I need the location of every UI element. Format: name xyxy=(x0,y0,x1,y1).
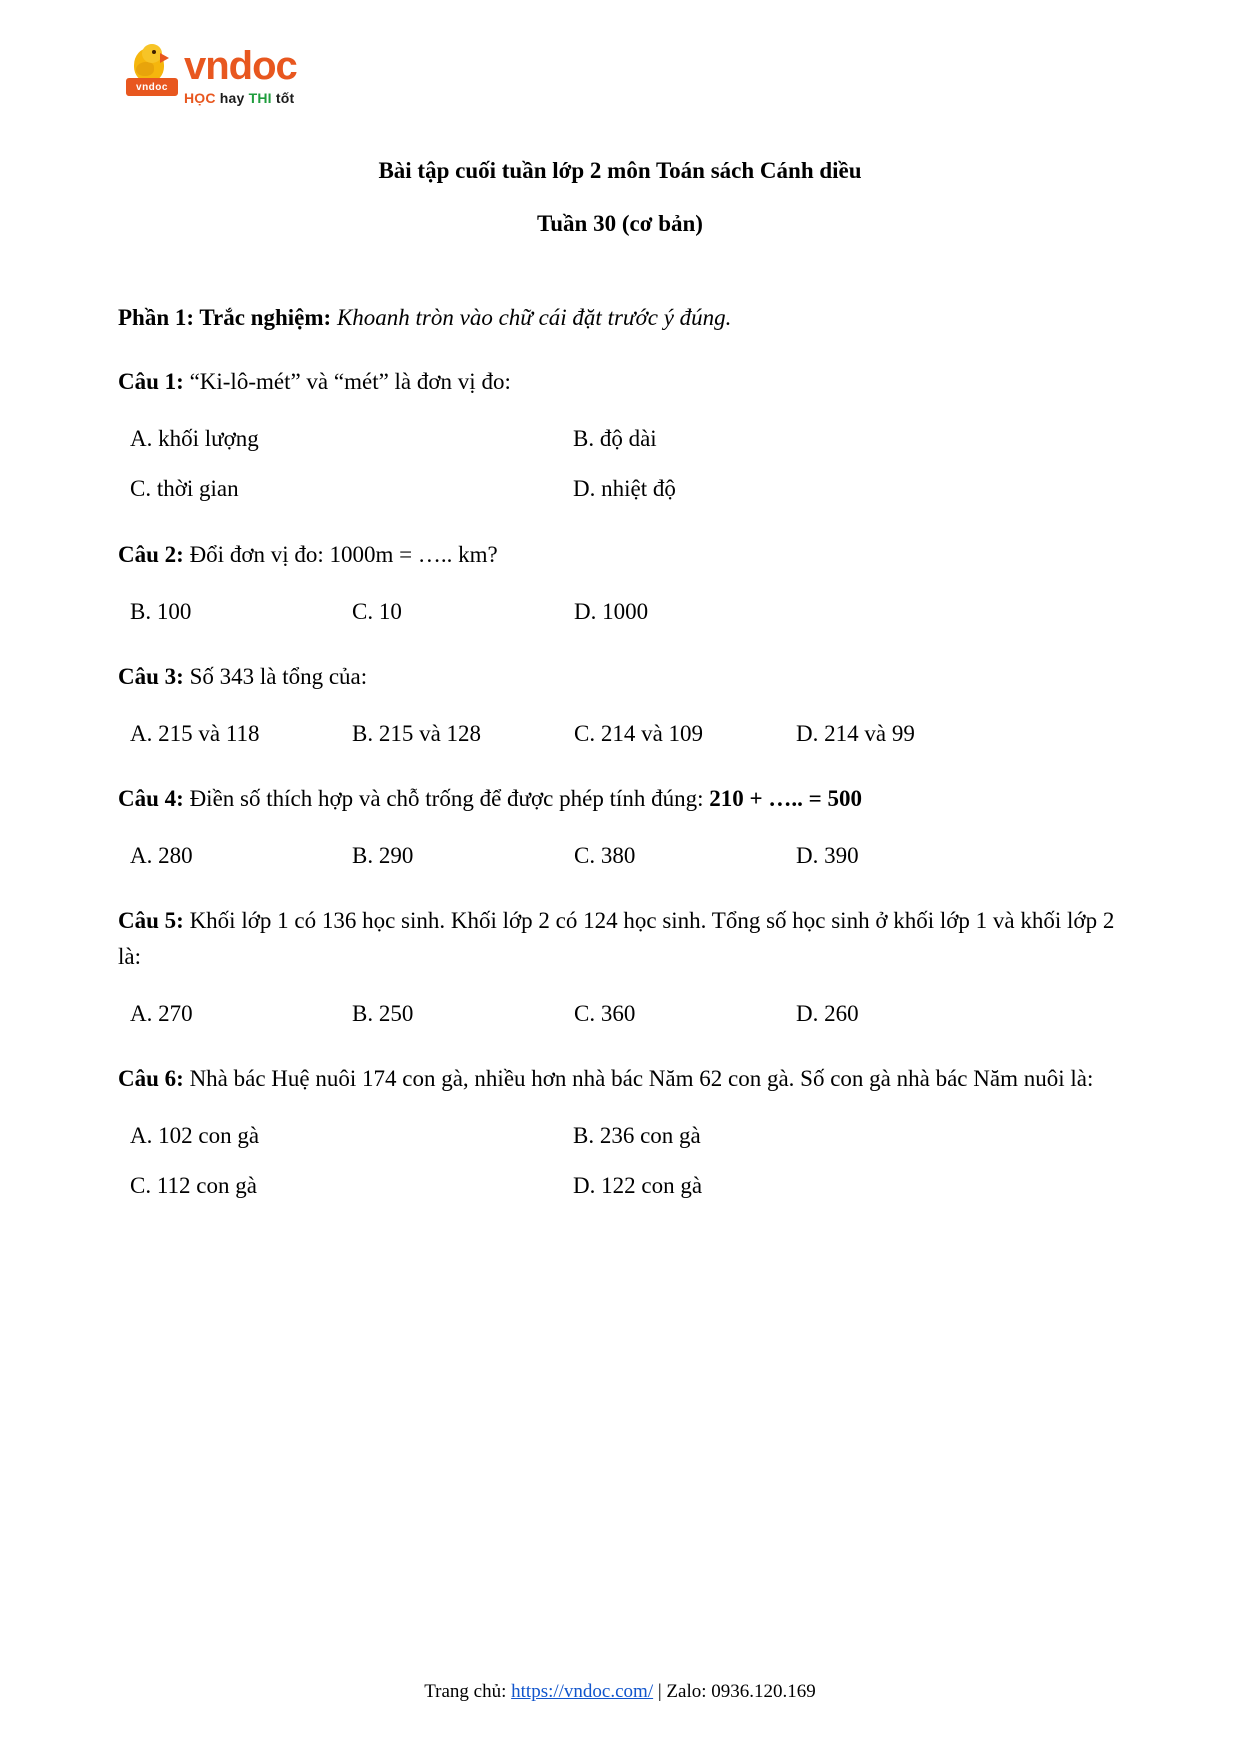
question-3-text: Số 343 là tổng của: xyxy=(189,664,368,690)
vndoc-logo[interactable] xyxy=(126,44,297,106)
page-title: Bài tập cuối tuần lớp 2 môn Toán sách Cánh diều xyxy=(378,158,862,183)
question-4-label: Câu 4: xyxy=(118,786,184,812)
tagline-thi: THI xyxy=(248,90,272,106)
question-6 xyxy=(118,1061,1122,1097)
question-6-label: Câu 6: xyxy=(118,1066,184,1092)
question-3-answers xyxy=(118,717,1122,752)
question-2-text: Đổi đơn vị đo: 1000m = ….. km? xyxy=(189,541,498,567)
question-4-expression: 210 + ….. = 500 xyxy=(709,786,862,812)
answer-option-a[interactable]: A. 102 con gà xyxy=(130,1122,260,1148)
tagline-hoc: HỌC xyxy=(184,90,216,106)
question-4-answers xyxy=(118,839,1122,874)
question-1-answers xyxy=(118,422,1122,507)
question-4-text: Điền số thích hợp và chỗ trống để được phép tính đúng: xyxy=(189,786,710,812)
answer-row xyxy=(118,472,1122,507)
answer-row xyxy=(118,997,1122,1032)
bird-logo-icon xyxy=(126,44,178,106)
answer-option-c[interactable]: C. 380 xyxy=(574,842,636,868)
question-5-label: Câu 5: xyxy=(118,908,184,934)
part-1-instruction: Khoanh tròn vào chữ cái đặt trước ý đúng. xyxy=(336,305,732,330)
part-1-heading xyxy=(118,301,1122,334)
answer-option-d[interactable]: D. 1000 xyxy=(574,598,649,624)
question-3-label: Câu 3: xyxy=(118,664,184,690)
answer-option-b[interactable]: B. độ dài xyxy=(573,425,657,451)
answer-row xyxy=(118,1169,1122,1204)
question-4 xyxy=(118,781,1122,817)
question-5-text: Khối lớp 1 có 136 học sinh. Khối lớp 2 có 124 học sinh. Tổng số học sinh ở khối lớp 1 và khối lớp 2 là: xyxy=(118,908,1115,970)
answer-option-c[interactable]: C. 360 xyxy=(574,1000,636,1026)
bird-beak-shape xyxy=(160,53,169,63)
answer-option-d[interactable]: D. 390 xyxy=(796,842,859,868)
answer-option-b[interactable]: B. 250 xyxy=(352,1000,414,1026)
logo-text-block xyxy=(184,44,297,106)
footer-suffix: | Zalo: 0936.120.169 xyxy=(653,1681,816,1702)
bird-wing-shape xyxy=(136,62,154,76)
answer-row xyxy=(118,1119,1122,1154)
answer-option-b[interactable]: B. 100 xyxy=(130,598,192,624)
answer-option-d[interactable]: D. 260 xyxy=(796,1000,859,1026)
answer-option-d[interactable]: D. nhiệt độ xyxy=(573,476,676,502)
question-5-answers xyxy=(118,997,1122,1032)
part-1-label: Phần 1: Trắc nghiệm: xyxy=(118,305,332,330)
question-2-label: Câu 2: xyxy=(118,541,184,567)
answer-row xyxy=(118,839,1122,874)
question-6-text: Nhà bác Huệ nuôi 174 con gà, nhiều hơn nhà bác Năm 62 con gà. Số con gà nhà bác Năm nuôi là: xyxy=(189,1066,1094,1092)
logo-tagline xyxy=(184,91,297,106)
footer-homepage-link[interactable]: https://vndoc.com/ xyxy=(511,1681,654,1702)
answer-option-a[interactable]: A. 215 và 118 xyxy=(130,720,260,746)
question-1 xyxy=(118,364,1122,400)
question-6-answers xyxy=(118,1119,1122,1204)
answer-row xyxy=(118,422,1122,457)
answer-option-a[interactable]: A. 270 xyxy=(130,1000,193,1026)
answer-option-a[interactable]: A. 280 xyxy=(130,842,193,868)
answer-option-c[interactable]: C. 214 và 109 xyxy=(574,720,704,746)
logo-badge-label: vndoc xyxy=(136,81,168,93)
answer-option-d[interactable]: D. 214 và 99 xyxy=(796,720,915,746)
answer-option-b[interactable]: B. 236 con gà xyxy=(573,1122,701,1148)
logo-wordmark: vndoc xyxy=(184,44,297,88)
page-subtitle: Tuần 30 (cơ bản) xyxy=(537,211,703,236)
answer-option-c[interactable]: C. 112 con gà xyxy=(130,1173,257,1199)
answer-row xyxy=(118,717,1122,752)
answer-option-d[interactable]: D. 122 con gà xyxy=(573,1173,703,1199)
answer-option-b[interactable]: B. 215 và 128 xyxy=(352,720,482,746)
question-2-answers xyxy=(118,595,1122,630)
question-3 xyxy=(118,659,1122,695)
answer-option-a[interactable]: A. khối lượng xyxy=(130,425,259,451)
question-2 xyxy=(118,537,1122,573)
question-1-label: Câu 1: xyxy=(118,369,184,395)
question-5 xyxy=(118,903,1122,974)
tagline-tot: tốt xyxy=(271,90,295,106)
question-1-text: “Ki-lô-mét” và “mét” là đơn vị đo: xyxy=(189,369,511,395)
footer-prefix: Trang chủ: xyxy=(424,1681,512,1702)
answer-option-c[interactable]: C. 10 xyxy=(352,598,402,624)
answer-option-c[interactable]: C. thời gian xyxy=(130,476,239,502)
logo-row xyxy=(118,44,1122,124)
answer-option-b[interactable]: B. 290 xyxy=(352,842,414,868)
tagline-hay: hay xyxy=(215,90,249,106)
answer-row xyxy=(118,595,1122,630)
page-footer xyxy=(0,1681,1240,1703)
